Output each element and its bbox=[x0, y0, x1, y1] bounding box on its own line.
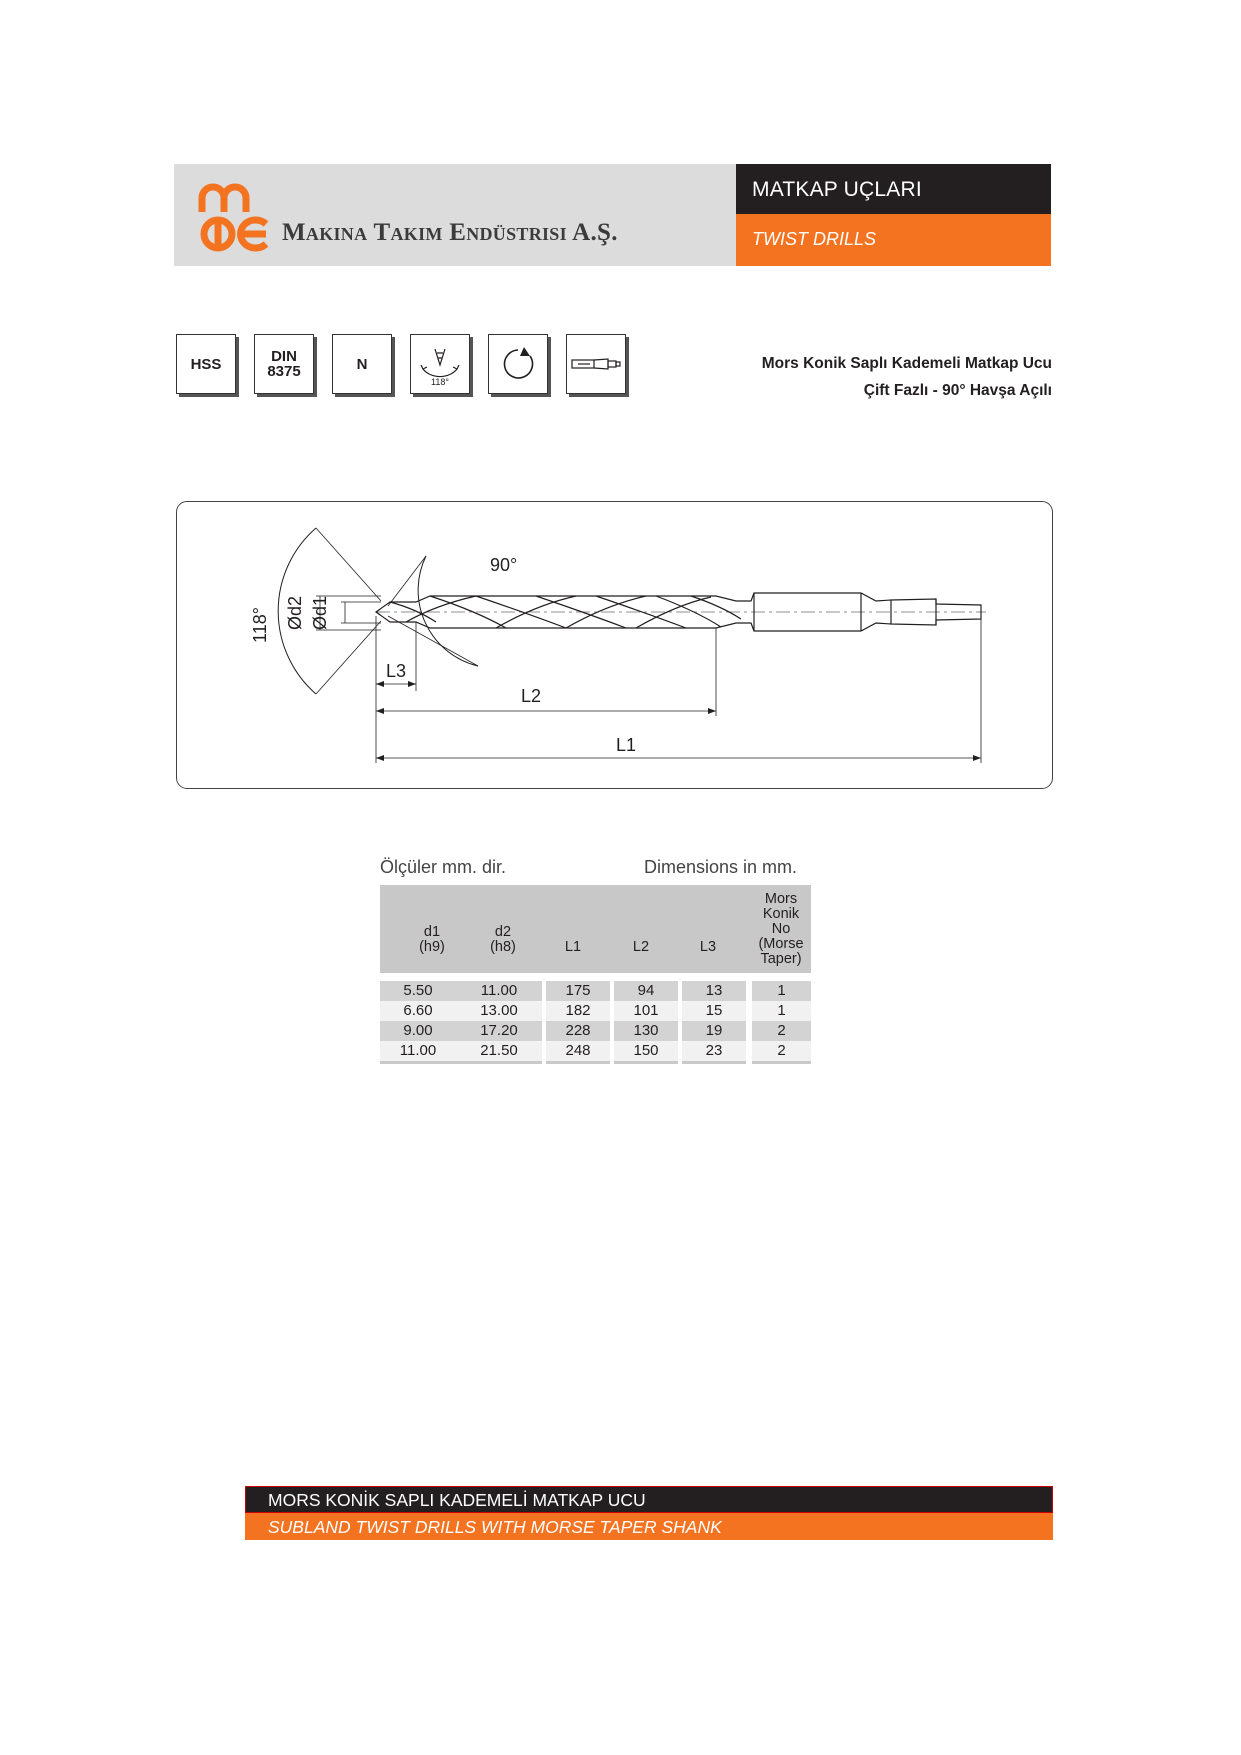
cell-l3: 19 bbox=[705, 1022, 723, 1039]
product-description-detail: Çift Fazlı - 90° Havşa Açılı bbox=[863, 382, 1052, 399]
morse-taper-shank-icon bbox=[566, 334, 626, 394]
dim-d1-label: Ød1 bbox=[310, 595, 330, 631]
category-title: MATKAP UÇLARI bbox=[752, 178, 922, 201]
cell-l3: 23 bbox=[705, 1042, 723, 1059]
din-icon bbox=[254, 334, 314, 394]
cell-d2: 13.00 bbox=[480, 1002, 518, 1019]
din-label: DIN bbox=[271, 348, 297, 365]
cell-l1: 248 bbox=[565, 1042, 591, 1059]
cell-d1: 6.60 bbox=[403, 1002, 433, 1019]
table-row bbox=[380, 1021, 811, 1041]
cell-l2: 101 bbox=[633, 1002, 659, 1019]
cell-l3: 13 bbox=[705, 982, 723, 999]
dim-l3-label: L3 bbox=[385, 661, 407, 681]
cell-d2: 11.00 bbox=[480, 982, 518, 999]
cell-d1: 5.50 bbox=[403, 982, 433, 999]
col-header-l2: L2 bbox=[632, 939, 650, 955]
company-logo-icon bbox=[196, 176, 274, 254]
units-label-en: Dimensions in mm. bbox=[644, 857, 798, 877]
cell-d1: 9.00 bbox=[403, 1022, 433, 1039]
cell-l2: 94 bbox=[637, 982, 655, 999]
company-name: Makina Takım Endüstrisi A.Ş. bbox=[282, 219, 618, 246]
drill-technical-drawing bbox=[176, 501, 1053, 789]
col-header-d2: d2 (h8) bbox=[490, 924, 516, 955]
type-n-label: N bbox=[356, 355, 368, 373]
cell-morse: 1 bbox=[777, 1002, 786, 1019]
dim-l2-label: L2 bbox=[520, 686, 542, 706]
angle-90-label: 90° bbox=[490, 555, 518, 575]
table-row bbox=[380, 981, 811, 1001]
din-number: 8375 bbox=[267, 363, 301, 380]
cell-d2: 21.50 bbox=[480, 1042, 518, 1059]
col-header-morse: Mors Konik No (Morse Taper) bbox=[758, 891, 804, 967]
cell-d2: 17.20 bbox=[480, 1022, 518, 1039]
table-header bbox=[380, 885, 811, 973]
table-row bbox=[380, 1041, 811, 1061]
cell-morse: 1 bbox=[777, 982, 786, 999]
table-row bbox=[380, 1001, 811, 1021]
col-header-l1: L1 bbox=[564, 939, 582, 955]
rotation-icon bbox=[488, 334, 548, 394]
col-header-l3: L3 bbox=[699, 939, 717, 955]
footer-title-tr: MORS KONİK SAPLI KADEMELİ MATKAP UCU bbox=[268, 1490, 646, 1510]
point-angle-icon bbox=[410, 334, 470, 394]
cell-l1: 182 bbox=[565, 1002, 591, 1019]
dim-d2-label: Ød2 bbox=[285, 595, 305, 631]
angle-118-label: 118° bbox=[250, 607, 270, 643]
dim-l1-label: L1 bbox=[615, 735, 637, 755]
cell-l2: 150 bbox=[633, 1042, 659, 1059]
point-angle-label: 118° bbox=[431, 377, 449, 387]
cell-l1: 228 bbox=[565, 1022, 591, 1039]
type-n-icon bbox=[332, 334, 392, 394]
hss-icon bbox=[176, 334, 236, 394]
hss-label: HSS bbox=[190, 355, 222, 373]
cell-l3: 15 bbox=[705, 1002, 723, 1019]
cell-l1: 175 bbox=[565, 982, 591, 999]
product-description-tr: Mors Konik Saplı Kademeli Matkap Ucu bbox=[761, 355, 1052, 372]
category-subtitle: TWIST DRILLS bbox=[752, 229, 877, 249]
footer-title-en: SUBLAND TWIST DRILLS WITH MORSE TAPER SHANK bbox=[268, 1517, 722, 1537]
cell-morse: 2 bbox=[777, 1022, 786, 1039]
units-label-tr: Ölçüler mm. dir. bbox=[380, 857, 507, 877]
col-header-d1: d1 (h9) bbox=[419, 924, 445, 955]
cell-morse: 2 bbox=[777, 1042, 786, 1059]
cell-d1: 11.00 bbox=[399, 1042, 437, 1059]
cell-l2: 130 bbox=[633, 1022, 659, 1039]
